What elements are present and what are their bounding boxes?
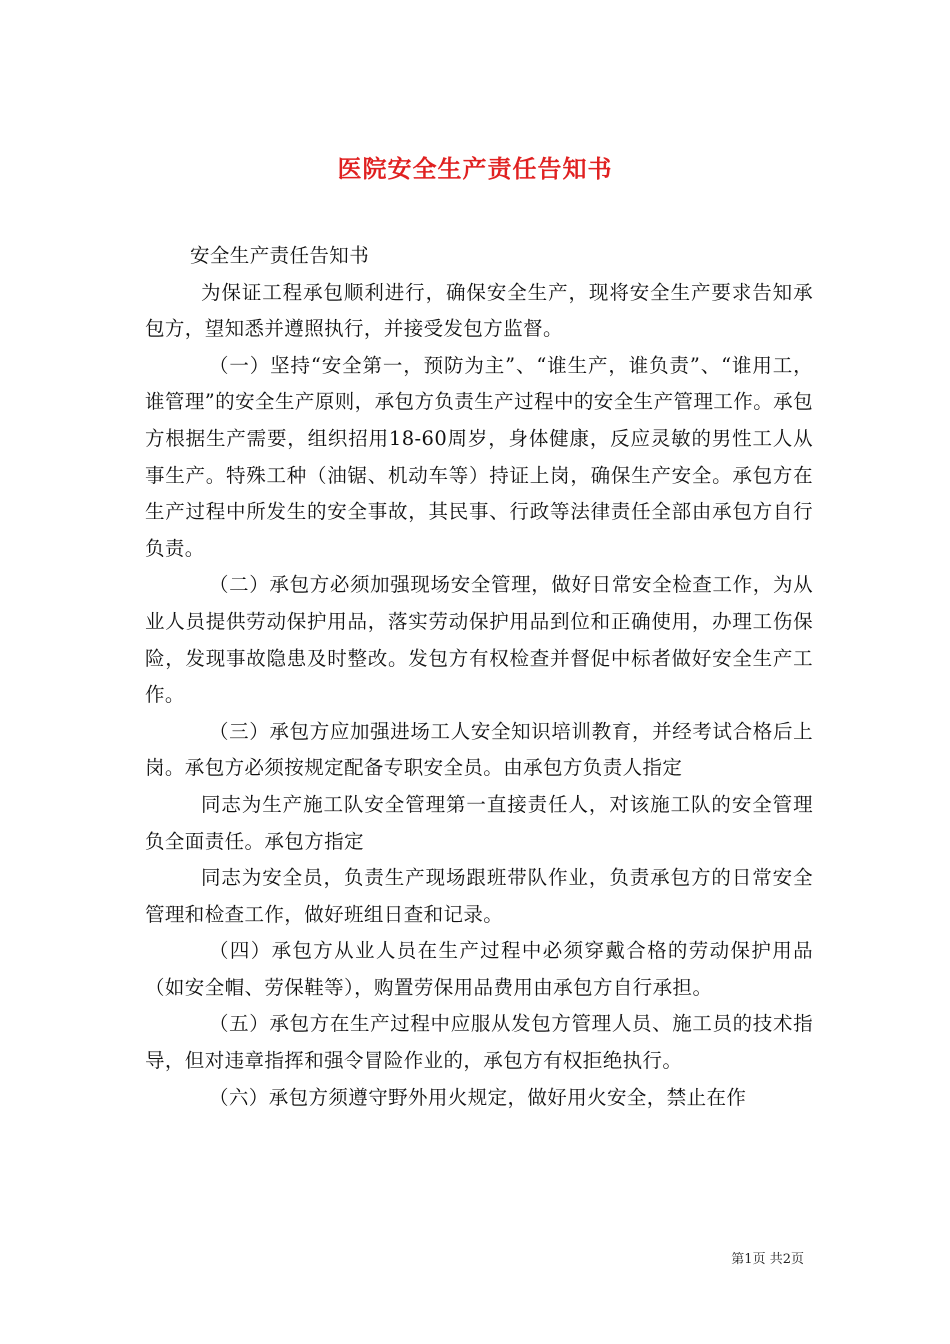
safety-officer-paragraph: 同志为安全员，负责生产现场跟班带队作业，负责承包方的日常安全管理和检查工作，做好班组日查和记录。 xyxy=(145,866,813,926)
document-body xyxy=(145,238,813,1116)
footer-suffix: 页 xyxy=(790,1252,804,1267)
clause-1-paragraph: （一）坚持“安全第一，预防为主”、“谁生产，谁负责”、“谁用工，谁管理”的安全生产原则，承包方负责生产过程中的安全生产管理工作。承包方根据生产需要，组织招用18-60周岁，身体健康，反应灵敏的男性工人从事生产。特殊工种（油锯、机动车等）持证上岗，确保生产安全。承包方在生产过程中所发生的安全事故，其民事、行政等法律责任全部由承包方自行负责。 xyxy=(145,353,813,560)
total-page-count: 2 xyxy=(782,1252,791,1267)
document-title: 医院安全生产责任告知书 xyxy=(337,154,613,184)
clause-6-paragraph: （六）承包方须遵守野外用火规定，做好用火安全，禁止在作 xyxy=(209,1085,747,1109)
footer-middle: 页 共 xyxy=(752,1252,783,1267)
document-subtitle: 安全生产责任告知书 xyxy=(190,244,370,267)
clause-3-paragraph: （三）承包方应加强进场工人安全知识培训教育，并经考试合格后上岗。承包方必须按规定配备专职安全员。由承包方负责人指定 xyxy=(145,719,813,780)
current-page-number: 1 xyxy=(744,1252,753,1267)
footer-prefix: 第 xyxy=(731,1252,745,1267)
clause-2-paragraph: （二）承包方必须加强现场安全管理，做好日常安全检查工作，为从业人员提供劳动保护用品，落实劳动保护用品到位和正确使用，办理工伤保险，发现事故隐患及时整改。发包方有权检查并督促中标者做好安全生产工作。 xyxy=(145,573,813,707)
clause-5-paragraph: （五）承包方在生产过程中应服从发包方管理人员、施工员的技术指导，但对违章指挥和强令冒险作业的，承包方有权拒绝执行。 xyxy=(145,1012,813,1073)
clause-4-paragraph: （四）承包方从业人员在生产过程中必须穿戴合格的劳动保护用品（如安全帽、劳保鞋等），购置劳保用品费用由承包方自行承担。 xyxy=(145,939,813,999)
page-number-footer xyxy=(0,1248,804,1267)
responsible-person-paragraph: 同志为生产施工队安全管理第一直接责任人，对该施工队的安全管理负全面责任。承包方指定 xyxy=(145,792,813,853)
intro-paragraph: 为保证工程承包顺利进行，确保安全生产，现将安全生产要求告知承包方，望知悉并遵照执行，并接受发包方监督。 xyxy=(145,280,813,341)
